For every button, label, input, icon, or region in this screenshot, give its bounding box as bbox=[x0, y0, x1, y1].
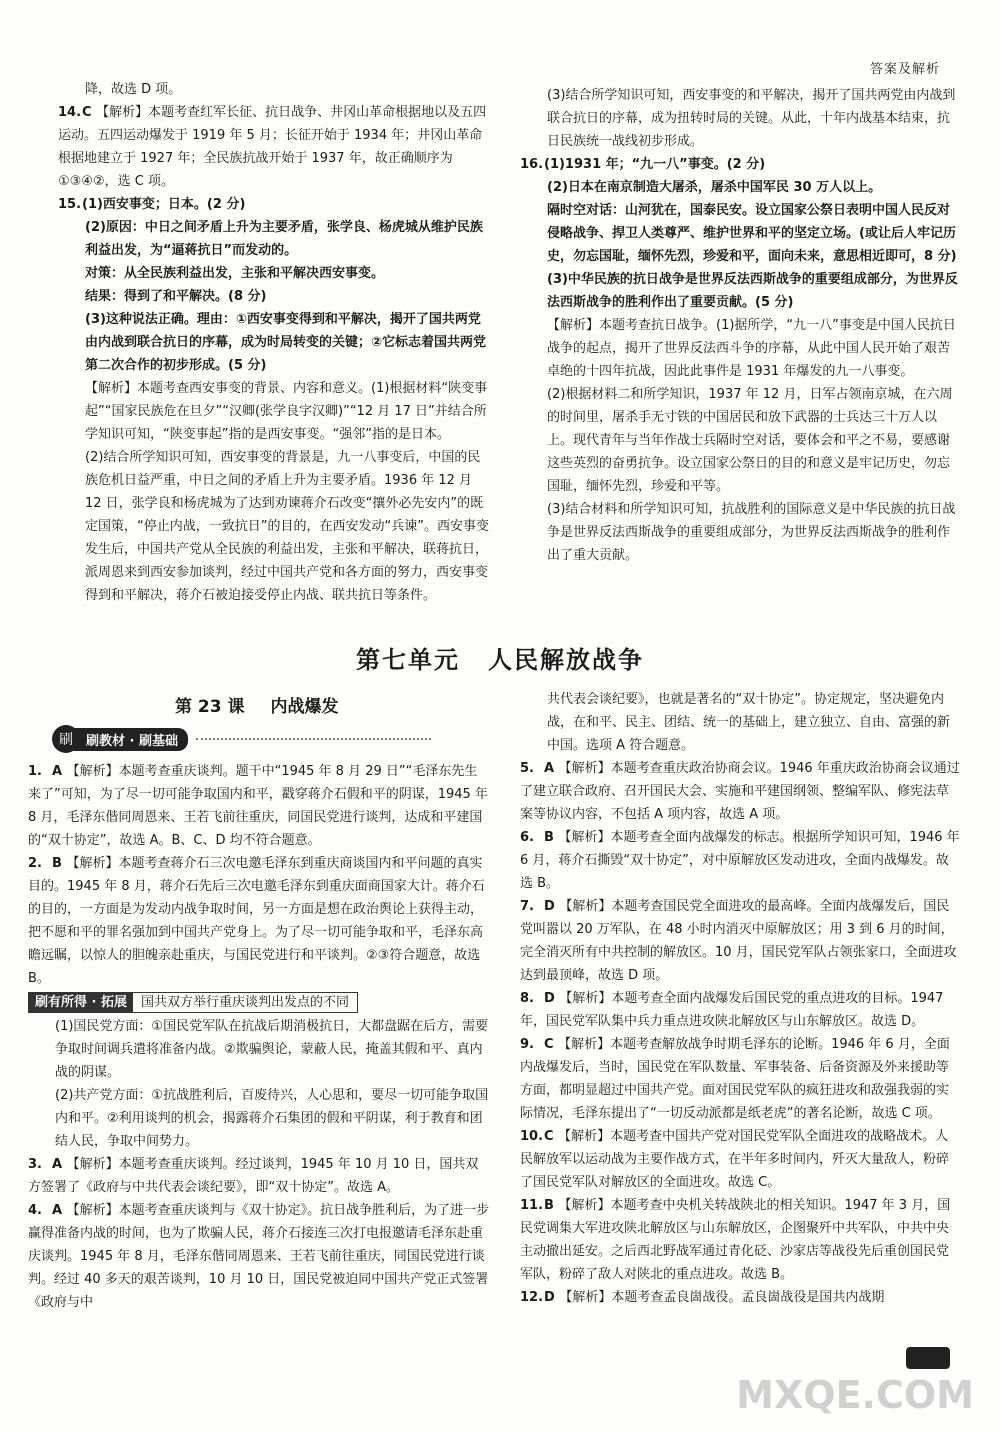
answer-choice: B bbox=[544, 830, 559, 845]
answer-text: 【解析】本题考查红军长征、抗日战争、井冈山革命根据地以及五四运动。五四运动爆发于 1919 年 5 月；长征开始于 1934 年；井冈山革命根据地建立于 1927 年；全民族抗战开始于 1937 年，故正确顺序为①③④②，选 C 项。 bbox=[58, 105, 487, 189]
answer-paragraph bbox=[520, 84, 960, 153]
answer-text: (1)西安事变；日本。(2 分) bbox=[82, 197, 246, 212]
expand-tag: 刷有所得 · 拓展 bbox=[29, 993, 133, 1012]
answer-paragraph bbox=[520, 176, 960, 199]
answer-text: 共代表会谈纪要》，也就是著名的“双十协定”。协定规定，坚决避免内战，在和平、民主、团结、统一的基础上，建立独立、自由、富强的新中国。选项 A 符合题意。 bbox=[547, 692, 951, 753]
badge-divider bbox=[196, 738, 431, 740]
answer-choice: A bbox=[52, 1157, 67, 1172]
question-number: 7. bbox=[520, 899, 534, 914]
answer-item bbox=[520, 1033, 960, 1125]
answer-text: (3)结合所学知识可知，西安事变的和平解决，揭开了国共两党由内战到联合抗日的序幕，成为扭转时局的关键。从此，十年内战基本结束，抗日民族统一战线初步形成。 bbox=[547, 88, 956, 149]
answer-paragraph bbox=[520, 498, 960, 567]
left-column-bottom bbox=[28, 760, 490, 1314]
answer-text: (2)日本在南京制造大屠杀，屠杀中国军民 30 万人以上。 bbox=[547, 180, 882, 195]
question-number: 14. bbox=[58, 105, 82, 120]
answer-text: 【解析】本题考查全面内战爆发后国民党的重点进攻的目标。1947 年，国民党军队集中兵力重点进攻陕北解放区与山东解放区。故选 D。 bbox=[520, 991, 944, 1029]
answer-paragraph bbox=[58, 285, 490, 308]
answer-paragraph bbox=[520, 688, 960, 757]
answer-item bbox=[28, 852, 490, 990]
answer-text: 【解析】本题考查中国共产党对国民党军队全面进攻的战略战术。人民解放军以运动战为主要作战方式，在半年多时间内，歼灭大量敌人，粉碎了国民党军队对解放区的全面进攻。故选 C。 bbox=[520, 1129, 950, 1190]
question-number: 16. bbox=[520, 157, 544, 172]
answer-text: (2)共产党方面：①抗战胜利后，百废待兴，人心思和，要尽一切可能争取国内和平。②利用谈判的机会，揭露蒋介石集团的假和平阴谋，利于教育和团结人民，争取中间势力。 bbox=[55, 1088, 489, 1149]
answer-choice: D bbox=[544, 991, 560, 1006]
answer-text: 降，故选 D 项。 bbox=[85, 82, 182, 97]
answer-text: (2)原因：中日之间矛盾上升为主要矛盾，张学良、杨虎城从维护民族利益出发，为“逼蒋抗日”而发动的。 bbox=[85, 220, 483, 258]
answer-text: 对策：从全民族利益出发，主张和平解决西安事变。 bbox=[85, 266, 385, 281]
answer-text: (3)这种说法正确。理由：①西安事变得到和平解决，揭开了国共两党由内战到联合抗日的序幕，成为时局转变的关键；②它标志着国共两党第二次合作的初步形成。(5 分) bbox=[85, 312, 487, 373]
answer-item bbox=[520, 1194, 960, 1286]
expand-box bbox=[28, 990, 490, 1015]
answer-paragraph bbox=[28, 1084, 490, 1153]
answer-choice: B bbox=[544, 1198, 559, 1213]
answer-paragraph bbox=[58, 262, 490, 285]
answer-text: 隔时空对话：山河犹在，国泰民安。设立国家公祭日表明中国人民反对侵略战争、捍卫人类尊严、维护世界和平的坚定立场。(或让后人牢记历史，勿忘国耻，缅怀先烈，珍爱和平，面向未来，意思相近即可，8 分) bbox=[547, 203, 957, 264]
brush-icon: 刷 bbox=[52, 725, 80, 753]
question-number: 5. bbox=[520, 761, 534, 776]
lesson-name: 内战爆发 bbox=[270, 697, 339, 717]
answer-item bbox=[28, 760, 490, 852]
lesson-title bbox=[175, 692, 339, 717]
unit-title bbox=[0, 640, 1000, 675]
answer-text: 【解析】本题考查西安事变的背景、内容和意义。(1)根据材料“陕变事起”“国家民族危在旦夕”“汉卿(张学良字汉卿)”“12 月 17 日”并结合所学知识可知，“陕变事起”指的是西安事变。“强邻”指的是日本。 bbox=[85, 381, 488, 442]
answer-choice: C bbox=[544, 1129, 559, 1144]
watermark: MXQE.COM bbox=[736, 1373, 974, 1417]
page-number-tab bbox=[906, 1347, 950, 1369]
answer-text: 【解析】本题考查全面内战爆发的标志。根据所学知识可知，1946 年 6 月，蒋介石撕毁“双十协定”，对中原解放区发动进攻，全面内战爆发。故选 B。 bbox=[520, 830, 960, 891]
answer-paragraph bbox=[58, 78, 490, 101]
answer-choice: D bbox=[544, 899, 560, 914]
answer-choice: A bbox=[544, 761, 559, 776]
section-badge bbox=[52, 727, 431, 751]
answer-text: (3)结合材料和所学知识可知，抗战胜利的国际意义是中华民族的抗日战争是世界反法西斯战争的重要组成部分，为世界反法西斯战争的胜利作出了重大贡献。 bbox=[547, 502, 956, 563]
question-number: 8. bbox=[520, 991, 534, 1006]
answer-text: (1)国民党方面：①国民党军队在抗战后期消极抗日，大都盘踞在后方，需要争取时间调兵遣将准备内战。②欺骗舆论，蒙蔽人民，掩盖其假和平、真内战的阴谋。 bbox=[55, 1019, 489, 1080]
answer-item bbox=[58, 193, 490, 216]
answer-item bbox=[28, 1153, 490, 1199]
question-number: 6. bbox=[520, 830, 534, 845]
question-number: 12. bbox=[520, 1290, 544, 1305]
page-header: 答案及解析 bbox=[869, 62, 940, 77]
question-number: 15. bbox=[58, 197, 82, 212]
answer-paragraph bbox=[28, 1015, 490, 1084]
answer-text: 结果：得到了和平解决。(8 分) bbox=[85, 289, 267, 304]
answer-text: 【解析】本题考查重庆谈判与《双十协定》。抗日战争胜利后，为了进一步赢得准备内战的时间，也为了欺骗人民，蒋介石接连三次打电报邀请毛泽东赴重庆谈判。1945 年 8 月，毛泽东偕同周恩来、王若飞前往重庆，同国民党进行谈判。经过 40 多天的艰苦谈判，10 月 10 日，国民党被迫同中国共产党正式签署《政府与中 bbox=[28, 1203, 490, 1310]
answer-text: 【解析】本题考查国民党全面进攻的最高峰。全面内战爆发后，国民党叫嚣以 20 万军队，在 48 小时内消灭中原解放区；用 3 到 6 月的时间，完全消灭所有中共控制的解放区。10 月，国民党军队占领张家口，全面进攻达到最顶峰，故选 D 项。 bbox=[520, 899, 957, 983]
answer-text: 【解析】本题考查解放战争时期毛泽东的论断。1946 年 6 月，全面内战爆发后，当时，国民党在军队数量、军事装备、后备资源及外来援助等方面，都明显超过中国共产党。面对国民党军队的疯狂进攻和敌强我弱的实际情况，毛泽东提出了“一切反动派都是纸老虎”的著名论断，故选 C 项。 bbox=[520, 1037, 950, 1121]
answer-item bbox=[58, 101, 490, 193]
answer-paragraph bbox=[520, 268, 960, 314]
answer-text: 【解析】本题考查抗日战争。(1)据所学，“九一八”事变是中国人民抗日战争的起点，揭开了世界反法西斗争的序幕，从此中国人民开始了艰苦卓绝的十四年抗战，因此此事件是 1931 年爆发的九一八事变。 bbox=[547, 318, 956, 379]
badge-label: 刷教材 · 刷基础 bbox=[74, 728, 188, 751]
answer-item bbox=[520, 987, 960, 1033]
answer-choice: A bbox=[52, 1203, 67, 1218]
right-column-top bbox=[520, 84, 960, 567]
answer-text: 【解析】本题考查孟良崮战役。孟良崮战役是国共内战期 bbox=[559, 1290, 885, 1305]
question-number: 4. bbox=[28, 1203, 42, 1218]
answer-item bbox=[520, 757, 960, 826]
answer-item bbox=[520, 1125, 960, 1194]
answer-paragraph bbox=[58, 446, 490, 607]
answer-item bbox=[520, 826, 960, 895]
answer-paragraph bbox=[520, 199, 960, 268]
answer-paragraph bbox=[58, 216, 490, 262]
unit-name: 人民解放战争 bbox=[488, 646, 644, 674]
question-number: 10. bbox=[520, 1129, 544, 1144]
answer-item bbox=[520, 1286, 960, 1309]
answer-item bbox=[28, 1199, 490, 1314]
question-number: 3. bbox=[28, 1157, 42, 1172]
answer-text: 【解析】本题考查重庆谈判。经过谈判，1945 年 10 月 10 日，国共双方签署了《政府与中共代表会谈纪要》，即“双十协定”。故选 A。 bbox=[28, 1157, 479, 1195]
question-number: 11. bbox=[520, 1198, 544, 1213]
left-column-top bbox=[58, 78, 490, 607]
answer-item bbox=[520, 895, 960, 987]
answer-paragraph bbox=[58, 308, 490, 377]
answer-paragraph bbox=[520, 314, 960, 383]
answer-text: (2)结合所学知识可知，西安事变的背景是，九一八事变后，中国的民族危机日益严重，中日之间的矛盾上升为主要矛盾。1936 年 12 月 12 日，张学良和杨虎城为了达到劝谏蒋介石改变“攘外必先安内”的既定国策，“停止内战，一致抗日”的目的，在西安发动“兵谏”。西安事变发生后，中国共产党从全民族的利益出发，主张和平解决，联蒋抗日，派周恩来到西安参加谈判，经过中国共产党和各方面的努力，西安事变得到和平解决，蒋介石被迫接受停止内战、联共抗日等条件。 bbox=[85, 450, 489, 603]
answer-paragraph bbox=[58, 377, 490, 446]
unit-number: 第七单元 bbox=[356, 646, 460, 674]
answer-choice: C bbox=[544, 1037, 559, 1052]
question-number: 9. bbox=[520, 1037, 534, 1052]
answer-text: (1)1931 年；“九一八”事变。(2 分) bbox=[544, 157, 766, 172]
answer-text: 【解析】本题考查重庆谈判。题干中“1945 年 8 月 29 日”“毛泽东先生来了”可知，为了尽一切可能争取国内和平，戳穿蒋介石假和平的阴谋，1945 年 8 月，毛泽东偕同周恩来、王若飞前往重庆，同国民党进行谈判，达成和平建国的“双十协定”，故选 A。B、C、D 均不符合题意。 bbox=[28, 764, 488, 848]
right-column-bottom bbox=[520, 688, 960, 1309]
answer-choice: C bbox=[82, 105, 97, 120]
answer-choice: D bbox=[544, 1290, 560, 1305]
answer-text: (3)中华民族的抗日战争是世界反法西斯战争的重要组成部分，为世界反法西斯战争的胜利作出了重要贡献。(5 分) bbox=[547, 272, 958, 310]
answer-text: (2)根据材料二和所学知识，1937 年 12 月，日军占领南京城，在六周的时间里，屠杀手无寸铁的中国居民和放下武器的士兵达三十万人以上。现代青年与当年作战士兵隔时空对话，要体会和平之不易，要感谢这些英烈的奋勇抗争。设立国家公祭日的目的和意义是牢记历史，勿忘国耻，缅怀先烈，珍爱和平等。 bbox=[547, 387, 953, 494]
answer-item bbox=[520, 153, 960, 176]
answer-text: 【解析】本题考查蒋介石三次电邀毛泽东到重庆商谈国内和平问题的真实目的。1945 年 8 月，蒋介石先后三次电邀毛泽东到重庆面商国家大计。蒋介石的目的，一方面是为发动内战争取时间，另一方面是想在政治舆论上获得主动，把不愿和平的罪名强加到中国共产党身上。为了尽一切可能争取和平，毛泽东高瞻远瞩，以惊人的胆魄亲赴重庆，与国民党进行和平谈判。②③符合题意，故选 B。 bbox=[28, 856, 485, 986]
question-number: 1. bbox=[28, 764, 42, 779]
answer-paragraph bbox=[520, 383, 960, 498]
lesson-number: 第 23 课 bbox=[175, 697, 245, 717]
answer-choice: A bbox=[52, 764, 67, 779]
answer-text: 【解析】本题考查中央机关转战陕北的相关知识。1947 年 3 月，国民党调集大军进攻陕北解放区与山东解放区，企图聚歼中共军队，中共中央主动撤出延安。之后西北野战军通过青化砭、沙家店等战役先后重创国民党军队，粉碎了敌人对陕北的重点进攻。故选 B。 bbox=[520, 1198, 951, 1282]
answer-choice: B bbox=[52, 856, 67, 871]
question-number: 2. bbox=[28, 856, 42, 871]
expand-text: 国共双方举行重庆谈判出发点的不同 bbox=[141, 995, 350, 1010]
answer-text: 【解析】本题考查重庆政治协商会议。1946 年重庆政治协商会议通过了建立联合政府、召开国民大会、实施和平建国纲领、整编军队、修宪法草案等协议内容，不包括 A 项内容，故选 A 项。 bbox=[520, 761, 960, 822]
